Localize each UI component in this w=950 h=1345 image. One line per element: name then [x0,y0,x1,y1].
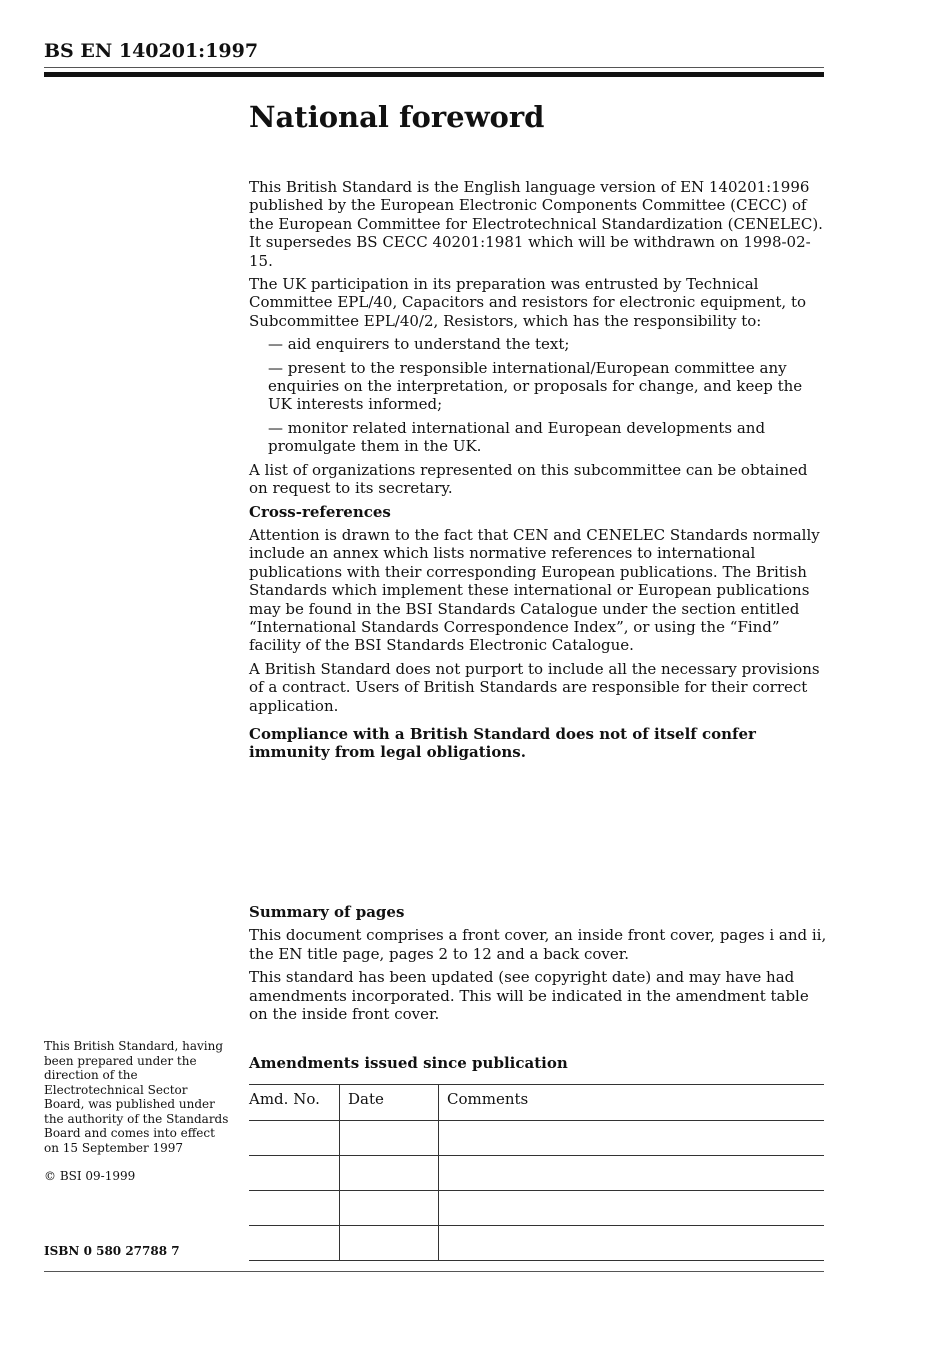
responsibility-item: — aid enquirers to understand the text; [268,335,570,354]
table-row [249,1121,824,1156]
column-header-comments: Comments [439,1085,825,1121]
copyright-notice: © BSI 09-1999 [44,1169,136,1183]
table-header-row [249,1085,824,1121]
document-code: BS EN 140201:1997 [44,40,259,62]
paragraph-participation: The UK participation in its preparation was entrusted by Technical Committee EPL/40, Capacitors and resistors for electronic equipment, to Subcommittee EPL/40/2, Resistors, which has the responsibility to: [249,275,807,330]
cross-references-heading: Cross-references [249,502,391,521]
footer-rule [44,1271,824,1272]
responsibility-item: — present to the responsible international/European committee any enquiries on the interpretation, or proposals for change, and keep the UK interests informed; [268,358,803,414]
column-header-date: Date [340,1085,439,1121]
page-title: National foreword [249,100,545,134]
amendments-table [249,1084,824,1261]
summary-paragraph: This standard has been updated (see copyright date) and may have had amendments incorporated. This will be indicated in the amendment table on the inside front cover. [249,968,809,1024]
amendments-heading: Amendments issued since publication [249,1054,568,1072]
header-rule-thick [44,72,824,77]
header-rule-thin [44,67,824,68]
table-row [249,1156,824,1191]
table-row [249,1226,824,1261]
publication-note: This British Standard, having been prepared under the direction of the Electrotechnical Sector Board, was published under the authority of the Standards Board and comes into effect on 15 September 1997 [44,1039,229,1155]
foreword-body [249,178,829,767]
isbn: ISBN 0 580 27788 7 [44,1244,180,1258]
summary-paragraph: This document comprises a front cover, an inside front cover, pages i and ii, the EN title page, pages 2 to 12 and a back cover. [249,926,827,963]
paragraph-intro: This British Standard is the English language version of EN 140201:1996 published by the European Electronic Components Committee (CECC) of the European Committee for Electrotechnical Standardization (CENELEC). It supersedes BS CECC 40201:1981 which will be withdrawn on 1998-02-15. [249,178,823,270]
column-header-amd-no: Amd. No. [249,1085,340,1121]
paragraph-cross-references: Attention is drawn to the fact that CEN and CENELEC Standards normally include an annex which lists normative references to international publications with their corresponding European publications. The British Standards which implement these international or European publications may be found in the BSI Standards Catalogue under the section entitled “International Standards Correspondence Index”, or using the “Find” facility of the BSI Standards Electronic Catalogue. [249,525,820,655]
responsibility-item: — monitor related international and European developments and promulgate them in the UK. [268,418,766,456]
paragraph-organizations: A list of organizations represented on this subcommittee can be obtained on request to its secretary. [249,460,808,498]
paragraph-provisions: A British Standard does not purport to include all the necessary provisions of a contract. Users of British Standards are responsible for their correct application. [249,659,820,715]
table-row [249,1191,824,1226]
publication-sidebar [44,1039,229,1198]
compliance-statement: Compliance with a British Standard does not of itself confer immunity from legal obligations. [249,724,756,762]
summary-of-pages [249,903,829,1028]
summary-heading: Summary of pages [249,903,405,921]
